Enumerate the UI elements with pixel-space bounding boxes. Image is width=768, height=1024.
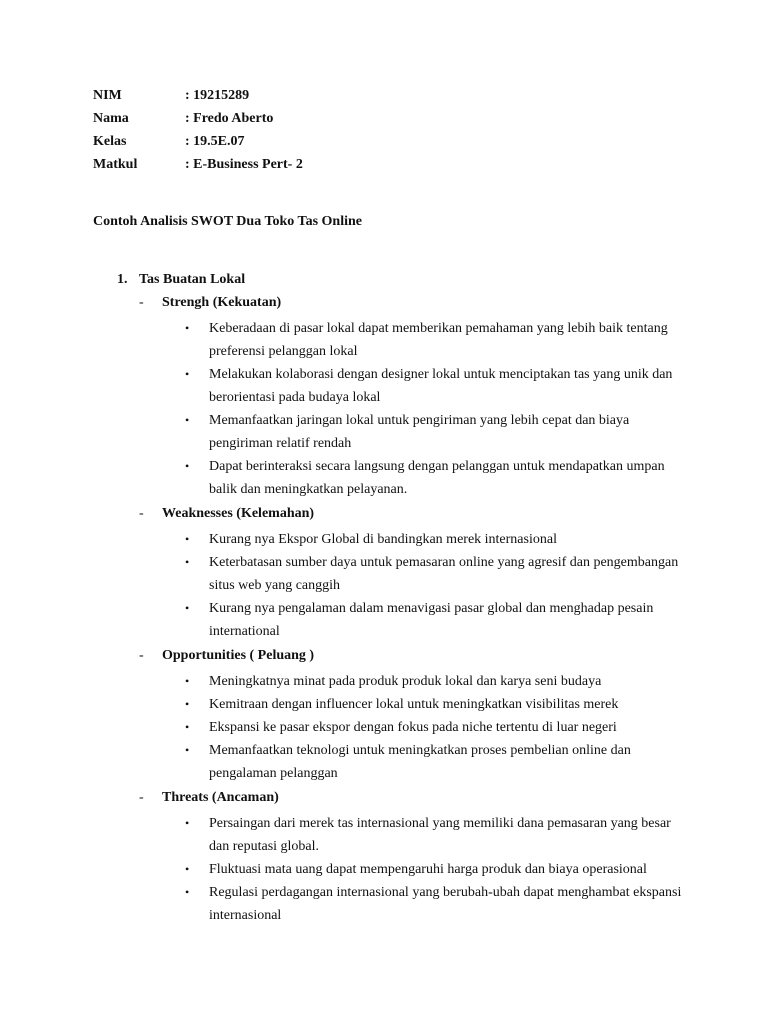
bullet-icon: •: [185, 601, 190, 615]
list-item: [117, 739, 697, 785]
list-item-text: Keterbatasan sumber daya untuk pemasaran online yang agresif dan pengembangan situs web yang canggih: [209, 555, 679, 593]
list-item: [117, 528, 697, 551]
category-strength: [117, 293, 697, 501]
list-item-text: Kurang nya pengalaman dalam menavigasi pasar global dan menghadap pesain international: [209, 601, 654, 639]
bullet-icon: •: [185, 674, 190, 688]
bullet-icon: •: [185, 743, 190, 757]
bullet-icon: •: [185, 555, 190, 569]
header-value: : Fredo Aberto: [185, 111, 274, 126]
list-item-text: Persaingan dari merek tas internasional yang memiliki dana pemasaran yang besar dan reputasi global.: [209, 816, 671, 854]
header-key: Matkul: [93, 157, 138, 172]
header-value: : E-Business Pert- 2: [185, 157, 303, 172]
category-label: Threats (Ancaman): [162, 790, 279, 805]
category-heading: [117, 504, 697, 524]
list-item: [117, 597, 697, 643]
dash-marker: -: [139, 790, 144, 805]
item-list: [117, 528, 697, 643]
section-heading: [117, 270, 697, 290]
list-item-text: Kemitraan dengan influencer lokal untuk meningkatkan visibilitas merek: [209, 697, 619, 712]
list-item: [117, 363, 697, 409]
bullet-icon: •: [185, 720, 190, 734]
list-item-text: Ekspansi ke pasar ekspor dengan fokus pada niche tertentu di luar negeri: [209, 720, 617, 735]
bullet-icon: •: [185, 321, 190, 335]
category-weaknesses: [117, 504, 697, 643]
list-item: [117, 693, 697, 716]
header-value: : 19.5E.07: [185, 134, 245, 149]
category-threats: [117, 788, 697, 927]
bullet-icon: •: [185, 697, 190, 711]
category-label: Weaknesses (Kelemahan): [162, 506, 315, 521]
item-list: [117, 670, 697, 785]
bullet-icon: •: [185, 532, 190, 546]
category-label: Opportunities ( Peluang ): [162, 648, 315, 663]
list-item: [117, 812, 697, 858]
list-item: [117, 317, 697, 363]
bullet-icon: •: [185, 413, 190, 427]
dash-marker: -: [139, 648, 144, 663]
list-item-text: Regulasi perdagangan internasional yang berubah-ubah dapat menghambat ekspansi internasional: [209, 885, 682, 923]
section-number: 1.: [117, 272, 128, 287]
list-item: [117, 409, 697, 455]
header-key: NIM: [93, 88, 122, 103]
category-label: Strengh (Kekuatan): [162, 295, 282, 310]
list-item-text: Fluktuasi mata uang dapat mempengaruhi harga produk dan biaya operasional: [209, 862, 647, 877]
dash-marker: -: [139, 506, 144, 521]
item-list: [117, 317, 697, 501]
bullet-icon: •: [185, 885, 190, 899]
list-item: [117, 881, 697, 927]
category-opportunities: [117, 646, 697, 785]
list-item-text: Memanfaatkan jaringan lokal untuk pengiriman yang lebih cepat dan biaya pengiriman relatif rendah: [209, 413, 630, 451]
section-title: Tas Buatan Lokal: [139, 272, 246, 287]
bullet-icon: •: [185, 816, 190, 830]
list-item: [117, 455, 697, 501]
section-1: [117, 270, 697, 927]
list-item-text: Dapat berinteraksi secara langsung dengan pelanggan untuk mendapatkan umpan balik dan meningkatkan pelayanan.: [209, 459, 665, 497]
list-item-text: Kurang nya Ekspor Global di bandingkan merek internasional: [209, 532, 557, 547]
list-item: [117, 716, 697, 739]
header-key: Nama: [93, 111, 129, 126]
list-item-text: Melakukan kolaborasi dengan designer lokal untuk menciptakan tas yang unik dan berorientasi pada budaya lokal: [209, 367, 673, 405]
document-title: Contoh Analisis SWOT Dua Toko Tas Online: [93, 214, 362, 229]
header-value: : 19215289: [185, 88, 250, 103]
category-heading: [117, 293, 697, 313]
list-item-text: Meningkatnya minat pada produk produk lokal dan karya seni budaya: [209, 674, 602, 689]
list-item: [117, 670, 697, 693]
list-item: [117, 858, 697, 881]
dash-marker: -: [139, 295, 144, 310]
list-item-text: Memanfaatkan teknologi untuk meningkatkan proses pembelian online dan pengalaman pelanggan: [209, 743, 631, 781]
list-item-text: Keberadaan di pasar lokal dapat memberikan pemahaman yang lebih baik tentang preferensi pelanggan lokal: [209, 321, 668, 359]
category-heading: [117, 788, 697, 808]
bullet-icon: •: [185, 862, 190, 876]
list-item: [117, 551, 697, 597]
category-heading: [117, 646, 697, 666]
header-key: Kelas: [93, 134, 127, 149]
item-list: [117, 812, 697, 927]
bullet-icon: •: [185, 459, 190, 473]
bullet-icon: •: [185, 367, 190, 381]
